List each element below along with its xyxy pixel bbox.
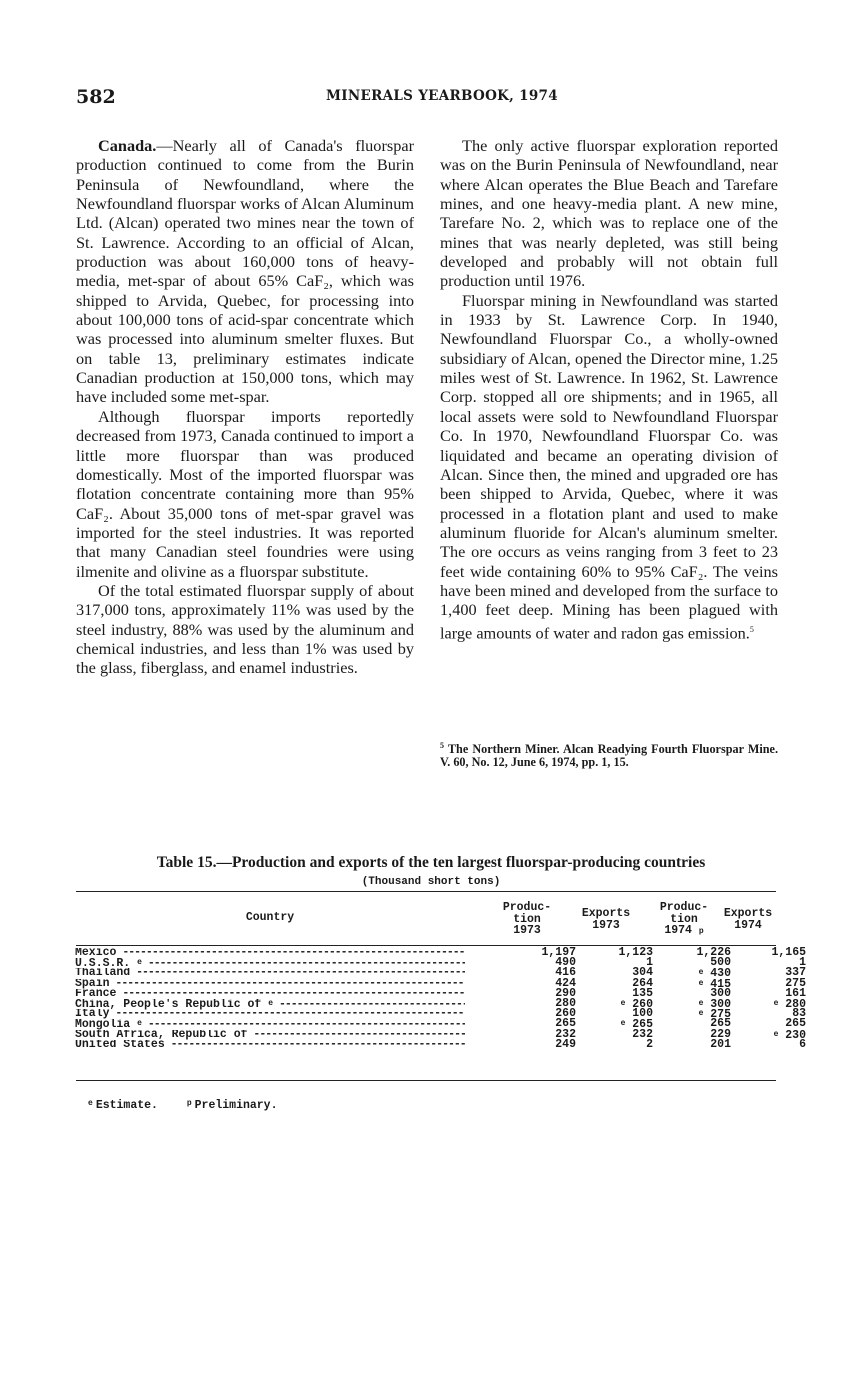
legend-preliminary-label: Preliminary. <box>194 1099 278 1112</box>
header-line: Exports <box>581 907 631 920</box>
cell-value: 230 <box>785 1028 806 1042</box>
header-exports-1973 <box>574 908 638 931</box>
cell-value: 300 <box>710 997 731 1011</box>
cell-value: 280 <box>555 996 576 1010</box>
cell-value: 201 <box>710 1037 731 1051</box>
value-cell-exp-1974 <box>750 948 806 958</box>
cell-value: 265 <box>555 1017 576 1031</box>
cell-value: 1,226 <box>696 946 731 959</box>
table-header-rule <box>76 945 776 946</box>
left-column <box>76 136 414 678</box>
cell-value: 264 <box>632 976 653 990</box>
country-cell <box>75 1009 465 1019</box>
cell-value: 337 <box>785 966 806 980</box>
table-row <box>75 966 806 981</box>
paragraph-canada <box>76 136 414 407</box>
header-line: Produc- <box>659 901 709 914</box>
header-line: 1973 <box>513 924 541 937</box>
estimate-mark: e <box>698 978 704 988</box>
header-line: Exports <box>723 907 773 920</box>
table-row <box>75 956 806 970</box>
value-cell-prod-1974 <box>675 1037 731 1051</box>
country-cell <box>75 979 465 989</box>
cell-value: 83 <box>792 1007 806 1021</box>
table-top-rule <box>76 891 776 892</box>
cell-value: 232 <box>632 1027 653 1041</box>
cell-value: 260 <box>632 997 653 1011</box>
estimate-mark: e <box>137 958 142 968</box>
header-line: 1974 <box>734 918 762 932</box>
cell-value: 415 <box>710 977 731 991</box>
cell-value: 249 <box>555 1037 576 1051</box>
table-legend <box>88 1099 299 1112</box>
table-row <box>75 996 806 1011</box>
run-in-heading: Canada. <box>98 136 157 155</box>
country-name: Italy <box>75 1009 110 1020</box>
table-title: Table 15.—Production and exports of the ten largest fluorspar-producing countries <box>156 854 706 871</box>
cell-value: 290 <box>555 986 576 1000</box>
country-cell <box>75 1040 465 1050</box>
header-year: 1974 <box>664 924 692 937</box>
running-head: MINERALS YEARBOOK, 1974 <box>326 88 558 104</box>
legend-estimate-label: Estimate. <box>95 1099 158 1112</box>
cell-value: 2 <box>646 1037 653 1051</box>
country-cell <box>75 968 465 978</box>
country-cell <box>75 1030 465 1040</box>
estimate-mark: e <box>268 998 274 1008</box>
cell-value: 161 <box>785 986 806 1000</box>
cell-value: 229 <box>710 1027 731 1041</box>
cell-value: 430 <box>710 967 731 981</box>
value-cell-exp-1974 <box>750 1037 806 1051</box>
estimate-mark: e <box>773 1029 779 1039</box>
cell-value: 265 <box>785 1017 806 1031</box>
country-cell <box>75 948 465 958</box>
estimate-mark: e <box>620 1019 626 1029</box>
paragraph-history <box>440 291 778 643</box>
header-production-1974 <box>652 902 716 938</box>
cell-value: 1 <box>646 956 653 970</box>
cell-value: 304 <box>632 966 653 980</box>
table-subtitle: (Thousand short tons) <box>361 876 501 888</box>
cell-value: 232 <box>555 1027 576 1041</box>
preliminary-mark: p <box>698 927 704 936</box>
country-name: United States <box>75 1039 165 1050</box>
value-cell-exp-1973 <box>597 1037 653 1051</box>
right-column <box>440 136 778 642</box>
legend-estimate <box>88 1099 158 1112</box>
value-cell-exp-1973 <box>597 948 653 958</box>
cell-value: 1 <box>799 956 806 970</box>
table-row <box>75 1007 806 1022</box>
cell-value: 1,197 <box>541 946 576 959</box>
country-name: South Africa, Republic of <box>75 1029 248 1040</box>
footnote-mark: 5 <box>440 741 444 750</box>
page-number: 582 <box>76 86 116 108</box>
value-cell-exp-1973 <box>597 1027 653 1041</box>
header-exports-1974 <box>716 908 780 931</box>
header-line <box>652 925 716 938</box>
paragraph-imports: Although fluorspar imports reportedly decreased from 1973, Canada continued to import a little more fluorspar than was produced domestically. Most of the imported fluorspar was flotation concentrate containing more than 95% CaF₂. About 35,000 tons of met-spar gravel was imported for the steel industries. It was reported that many Canadian steel foundries were using ilmenite and olivine as a fluorspar substitute. <box>76 406 414 581</box>
cell-value: 1,123 <box>618 946 653 959</box>
cell-value: 6 <box>799 1037 806 1051</box>
cell-value: 275 <box>710 1008 731 1022</box>
footnote-text: The Northern Miner. Alcan Readying Fourth Fluorspar Mine. V. 60, No. 12, June 6, 1974, pp. 1, 15. <box>440 742 778 770</box>
header-line: tion <box>670 912 698 926</box>
cell-value: 265 <box>710 1017 731 1031</box>
country-name: U.S.S.R. <box>75 958 131 970</box>
cell-value: 265 <box>632 1018 653 1032</box>
estimate-mark: e <box>620 998 626 1008</box>
estimate-mark: e <box>773 998 779 1008</box>
country-cell <box>75 989 465 999</box>
estimate-mark: e <box>137 1019 142 1029</box>
header-production-1973 <box>498 902 556 937</box>
cell-value: 275 <box>785 976 806 990</box>
estimate-mark: e <box>698 998 704 1008</box>
table-row <box>75 976 806 991</box>
legend-preliminary <box>187 1099 278 1112</box>
cell-value: 260 <box>555 1007 576 1021</box>
country-name: Mexico <box>75 948 117 959</box>
country-name: Spain <box>75 978 110 989</box>
table-row <box>75 946 806 959</box>
country-name: Mongolia <box>75 1019 131 1031</box>
cell-value: 300 <box>710 986 731 1000</box>
header-country: Country <box>245 911 295 924</box>
country-name: Thailand <box>75 968 131 979</box>
paragraph-text: —Nearly all of Canada's fluorspar production continued to come from the Burin Peninsula of Newfoundland, where the Newfoundland fluorspar works of Alcan Aluminum Ltd. (Alcan) operated two mines near the town of St. Lawrence. According to an official of Alcan, production was about 160,000 tons of heavy-media, met-spar of about 65% CaF₂, which was shipped to Arvida, Quebec, for processing into about 100,000 tons of acid-spar concentrate which was processed into aluminum smelter fluxes. But on table 13, preliminary estimates indicate Canadian production at 150,000 tons, which may have included some met-spar. <box>76 136 414 407</box>
country-name: France <box>75 988 117 999</box>
paragraph-text: Fluorspar mining in Newfoundland was started in 1933 by St. Lawrence Corp. In 1940, Newfoundland Fluorspar Co., a wholly-owned subsidiary of Alcan, opened the Director mine, 1.25 miles west of St. Lawrence. In 1962, St. Lawrence Corp. stopped all ore shipments; and in 1965, all local assets were sold to Newfoundland Fluorspar Co. In 1970, Newfoundland Fluorspar Co. was liquidated and became an operating division of Alcan. Since then, the mined and upgraded ore has been shipped to Arvida, Quebec, where it was processed in a flotation plant and used to make aluminum fluoride for Alcan's aluminum smelter. The ore occurs as veins ranging from 3 feet to 23 feet wide containing 60% to 95% CaF₂. The veins have been mined and developed from the surface to 1,400 feet deep. Mining has been plagued with large amounts of water and radon gas emission. <box>440 290 778 643</box>
table-row <box>75 1027 806 1042</box>
paragraph-exploration: The only active fluorspar exploration reported was on the Burin Peninsula of Newfoundland, near where Alcan operates the Blue Beach and Tarefare mines, and one heavy-media plant. A new mine, Tarefare No. 2, which was to replace one of the mines that was nearly depleted, was still being developed and probably will not obtain full production until 1976. <box>440 136 778 291</box>
cell-value: 135 <box>632 986 653 1000</box>
table-body <box>75 946 806 1051</box>
footnote <box>440 739 778 769</box>
estimate-mark: e <box>88 1099 93 1108</box>
cell-value: 424 <box>555 976 576 990</box>
table-bottom-rule <box>76 1080 776 1081</box>
cell-value: 490 <box>555 956 576 970</box>
cell-value: 416 <box>555 966 576 980</box>
table-row <box>75 1037 806 1051</box>
header-line: Produc- <box>502 901 552 914</box>
cell-value: 280 <box>785 997 806 1011</box>
cell-value: 500 <box>710 956 731 970</box>
table-row <box>75 986 806 1000</box>
cell-value: 1,165 <box>771 946 806 959</box>
paragraph-supply: Of the total estimated fluorspar supply of about 317,000 tons, approximately 11% was used by the steel industry, 88% was used by the aluminum and chemical industries, and less than 1% was used by the glass, fiberglass, and enamel industries. <box>76 580 414 678</box>
estimate-mark: e <box>698 968 704 978</box>
header-line: 1973 <box>592 918 620 932</box>
table-row <box>75 1017 806 1032</box>
header-line: tion <box>513 912 541 926</box>
estimate-mark: e <box>698 1009 704 1019</box>
country-name: China, People's Republic of <box>75 998 262 1011</box>
footnote-reference: 5 <box>749 624 754 634</box>
preliminary-mark: p <box>186 1099 192 1108</box>
value-cell-prod-1973 <box>520 1037 576 1051</box>
cell-value: 100 <box>632 1007 653 1021</box>
